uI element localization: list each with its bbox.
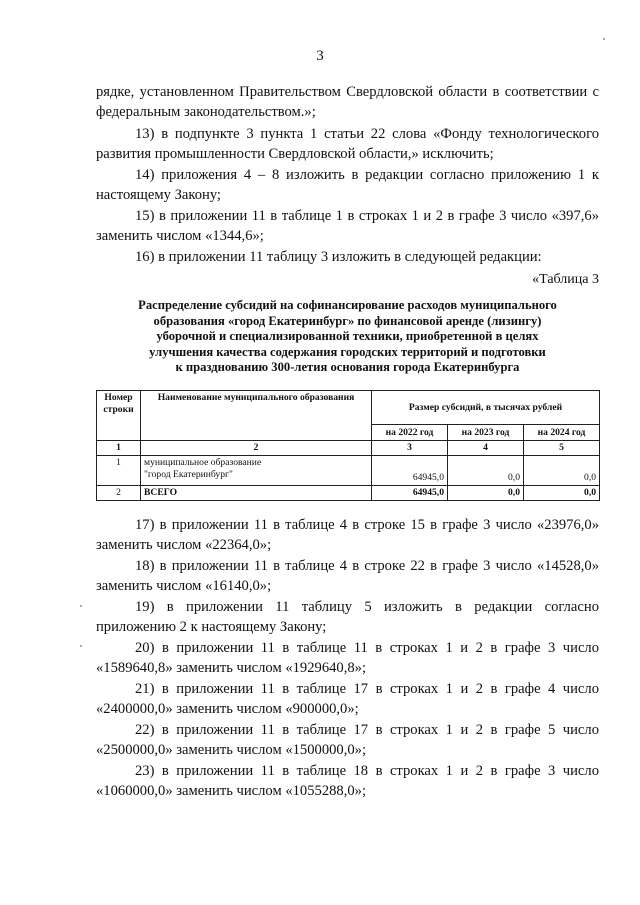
scan-speck xyxy=(80,645,82,647)
paragraph-item-22: 22) в приложении 11 в таблице 17 в строках 1 и 2 в графе 5 число «2500000,0» заменить числом «1500000,0»; xyxy=(96,722,599,758)
paragraph-item-17: 17) в приложении 11 в таблице 4 в строке 15 в графе 3 число «23976,0» заменить числом «22364,0»; xyxy=(96,517,599,553)
paragraph-item-16: 16) в приложении 11 таблицу 3 изложить в следующей редакции: xyxy=(135,249,542,265)
table-heading xyxy=(96,298,599,376)
subsidy-table xyxy=(96,390,600,501)
cell-municipality-name xyxy=(141,456,372,486)
paragraph-item-15: 15) в приложении 11 в таблице 1 в строках 1 и 2 в графе 3 число «397,6» заменить числом «1344,6»; xyxy=(96,208,599,244)
cell-row-number: 1 xyxy=(97,456,141,486)
table-header-row xyxy=(97,391,600,425)
table-heading-line: к празднованию 300-летия основания города Екатеринбурга xyxy=(175,360,520,375)
cell-2022: 64945,0 xyxy=(372,456,448,486)
table-row-total xyxy=(97,486,600,501)
header-subsidy-size: Размер субсидий, в тысячах рублей xyxy=(372,391,600,425)
table-heading-line: уборочной и специализированной техники, приобретенной в целях xyxy=(156,329,539,344)
paragraph-item-20: 20) в приложении 11 в таблице 11 в строках 1 и 2 в графе 3 число «1589640,8» заменить числом «1929640,8»; xyxy=(96,640,599,676)
table-heading-line: Распределение субсидий на софинансирование расходов муниципального xyxy=(138,298,557,312)
column-number: 2 xyxy=(141,441,372,456)
paragraph-continuation: рядке, установленном Правительством Свердловской области в соответствии с федеральным законодательством.»; xyxy=(96,84,599,120)
paragraph-item-23: 23) в приложении 11 в таблице 18 в строках 1 и 2 в графе 3 число «1060000,0» заменить числом «1055288,0»; xyxy=(96,763,599,799)
cell-2023: 0,0 xyxy=(448,456,524,486)
scan-speck xyxy=(80,605,82,607)
cell-2022: 64945,0 xyxy=(372,486,448,501)
paragraph-item-18: 18) в приложении 11 в таблице 4 в строке 22 в графе 3 число «14528,0» заменить числом «16140,0»; xyxy=(96,558,599,594)
cell-name-line: муниципальное образование xyxy=(144,457,262,468)
cell-2024: 0,0 xyxy=(524,456,600,486)
column-number: 4 xyxy=(448,441,524,456)
cell-name-line: "город Екатеринбург" xyxy=(144,469,233,480)
table-heading-line: улучшения качества содержания городских территорий и подготовки xyxy=(149,344,546,359)
paragraph-item-21: 21) в приложении 11 в таблице 17 в строках 1 и 2 в графе 4 число «2400000,0» заменить числом «900000,0»; xyxy=(96,681,599,717)
page-number: 3 xyxy=(316,48,324,64)
paragraph-item-13: 13) в подпункте 3 пункта 1 статьи 22 слова «Фонду технологического развития промышленности Свердловской области,» исключить; xyxy=(96,126,599,162)
table-heading-line: образования «город Екатеринбург» по финансовой аренде (лизингу) xyxy=(153,313,542,328)
table-row xyxy=(97,456,600,486)
header-municipality-name: Наименование муниципального образования xyxy=(141,391,372,441)
paragraph-item-14: 14) приложения 4 – 8 изложить в редакции согласно приложению 1 к настоящему Закону; xyxy=(96,167,599,203)
column-number: 1 xyxy=(97,441,141,456)
header-row-number: Номер строки xyxy=(97,391,141,441)
scan-speck xyxy=(603,38,605,40)
cell-2024: 0,0 xyxy=(524,486,600,501)
cell-2023: 0,0 xyxy=(448,486,524,501)
header-year-2024: на 2024 год xyxy=(524,425,600,441)
table-column-numbers-row xyxy=(97,441,600,456)
header-year-2022: на 2022 год xyxy=(372,425,448,441)
column-number: 5 xyxy=(524,441,600,456)
cell-row-number: 2 xyxy=(97,486,141,501)
cell-total-label: ВСЕГО xyxy=(141,486,372,501)
column-number: 3 xyxy=(372,441,448,456)
header-year-2023: на 2023 год xyxy=(448,425,524,441)
paragraph-item-19: 19) в приложении 11 таблицу 5 изложить в редакции согласно приложению 2 к настоящему Закону; xyxy=(96,599,599,635)
table-reference: «Таблица 3 xyxy=(532,272,599,287)
